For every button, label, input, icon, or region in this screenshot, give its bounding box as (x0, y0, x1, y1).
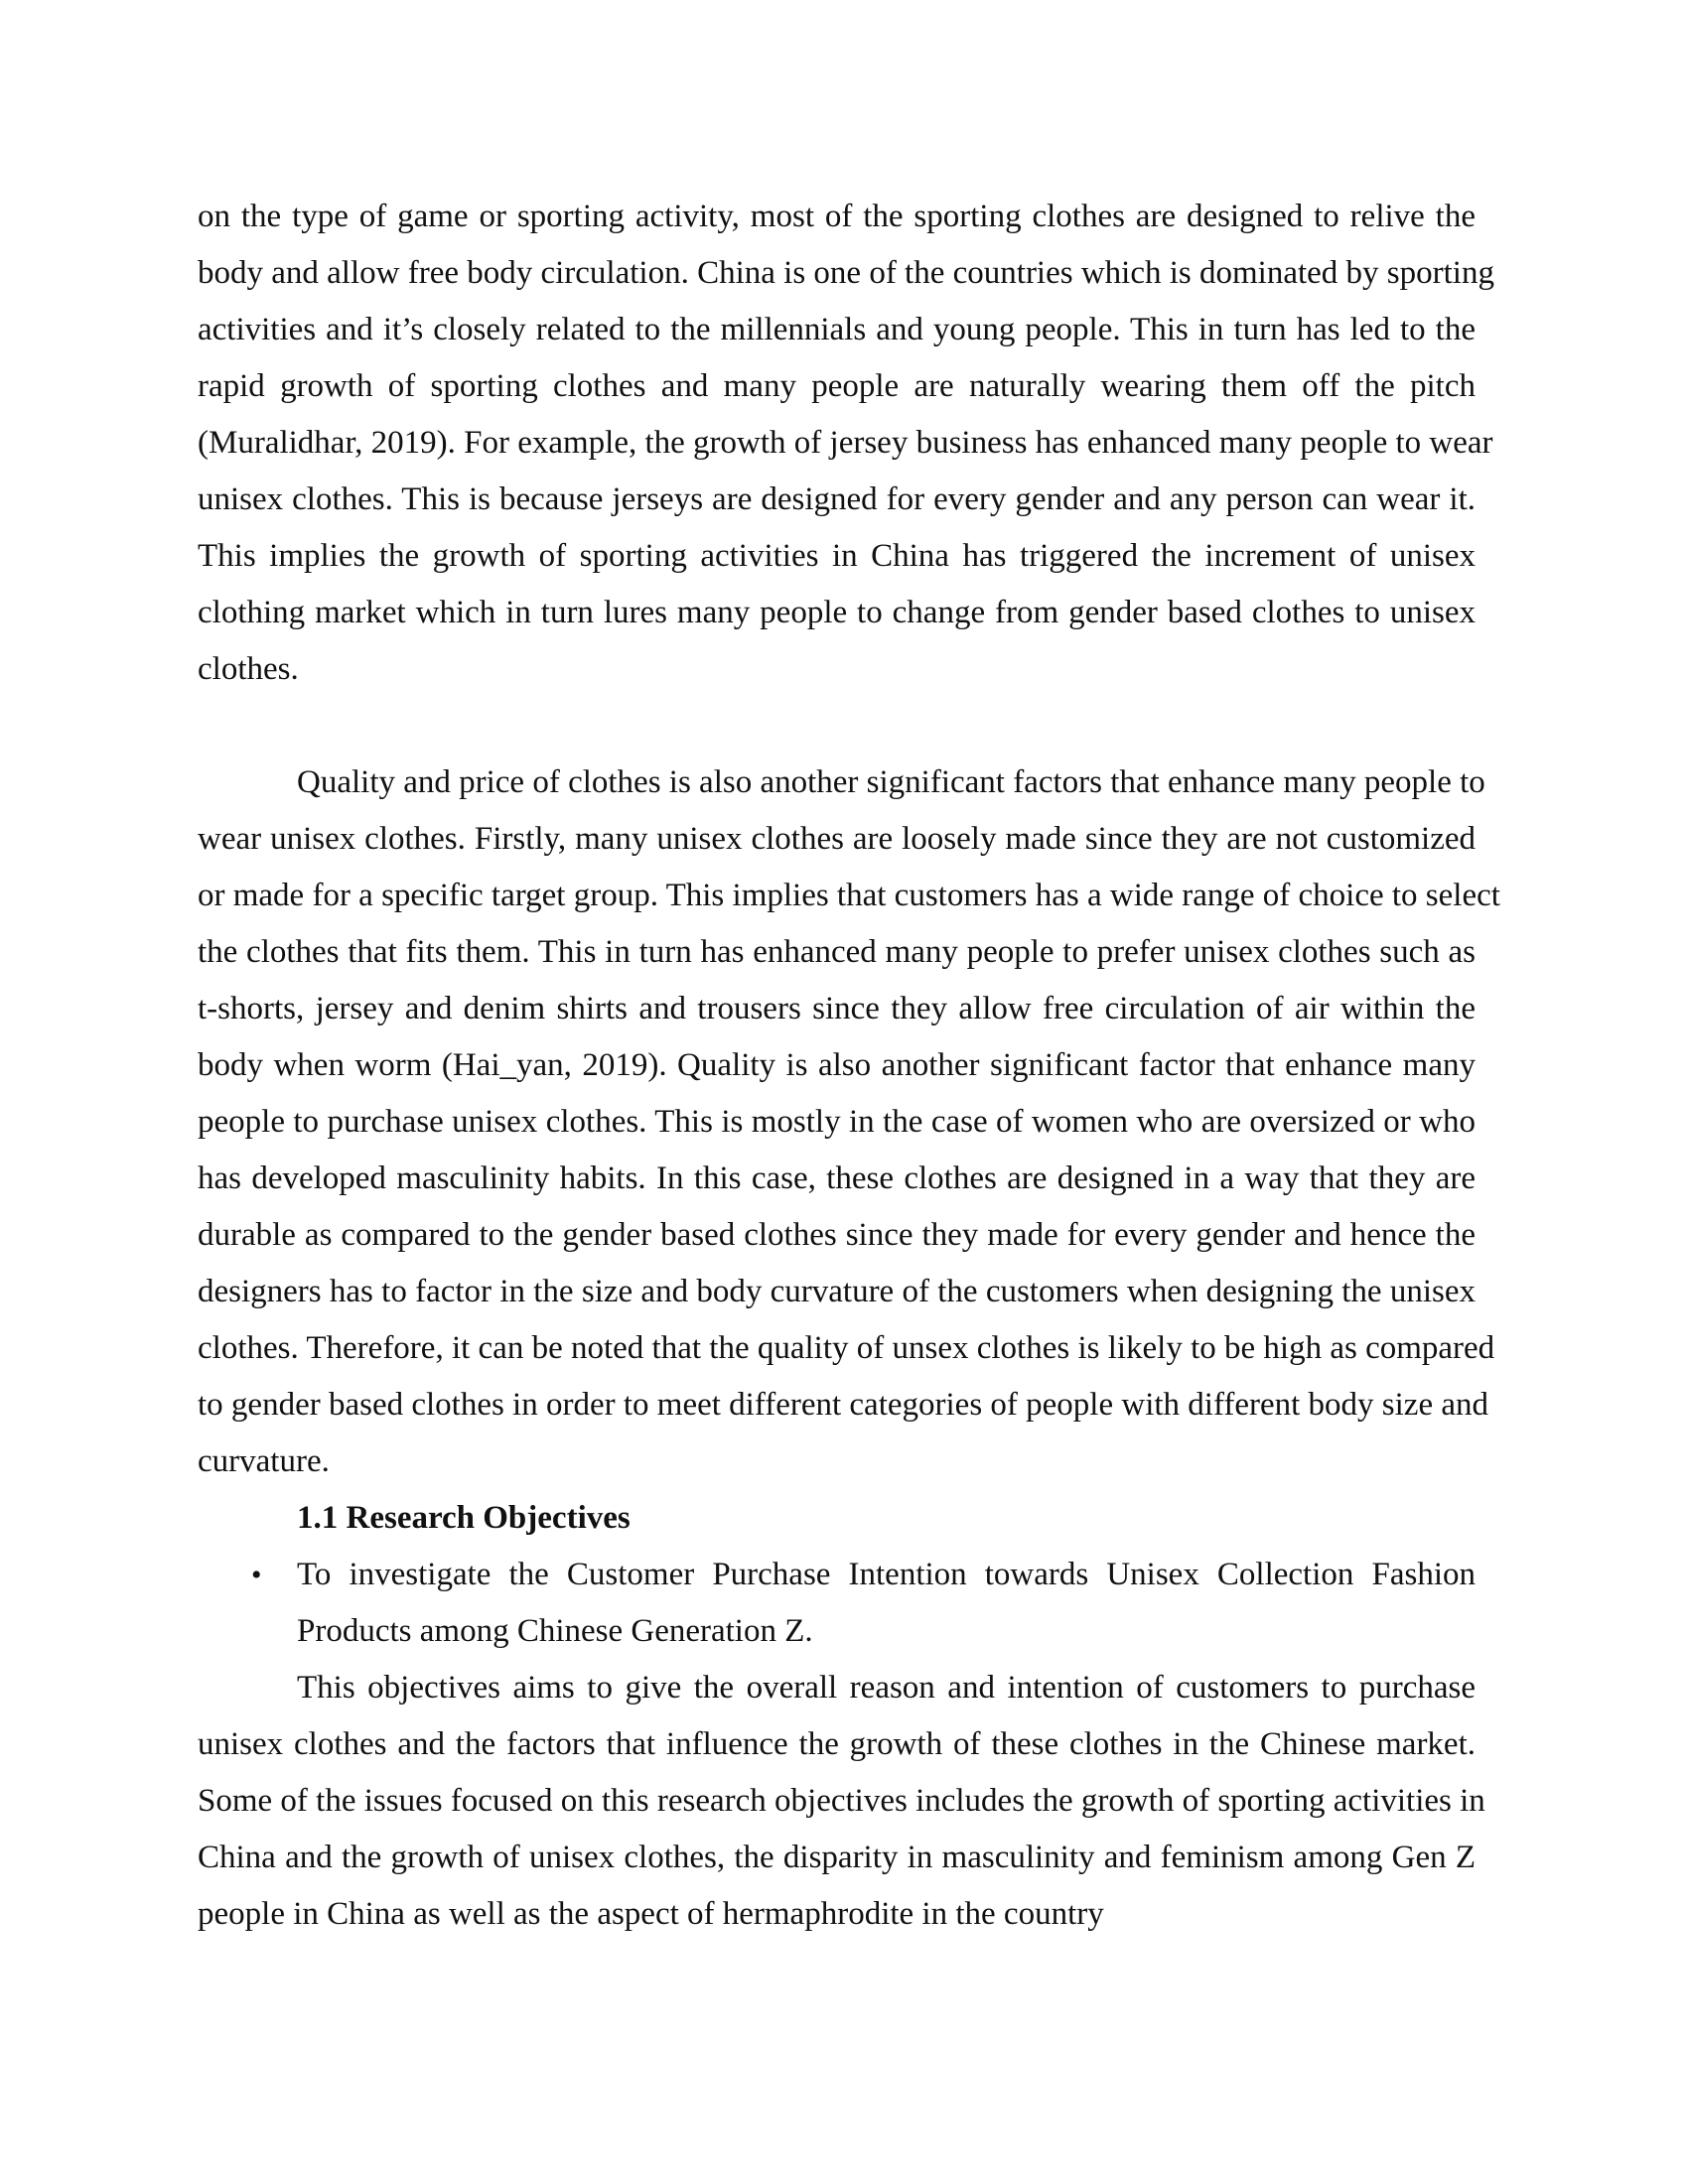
paragraph-sporting-activities (198, 189, 1494, 698)
text-line: This objectives aims to give the overall reason and intention of customers to purchase (297, 1670, 1476, 1706)
text-line: To investigate the Customer Purchase Intention towards Unisex Collection Fashion (297, 1557, 1476, 1592)
text-line: clothes. (198, 651, 299, 687)
text-line: activities and it’s closely related to the millennials and young people. This in turn has led to the (198, 312, 1476, 347)
text-line: or made for a specific target group. This implies that customers has a wide range of choice to select (198, 878, 1500, 913)
section-heading: 1.1 Research Objectives (297, 1500, 631, 1536)
text-line: t-shorts, jersey and denim shirts and trousers since they allow free circulation of air within the (198, 991, 1476, 1026)
text-line: wear unisex clothes. Firstly, many unisex clothes are loosely made since they are not customized (198, 821, 1476, 857)
text-line: This implies the growth of sporting activities in China has triggered the increment of unisex (198, 538, 1476, 574)
text-line: on the type of game or sporting activity, most of the sporting clothes are designed to relive the (198, 199, 1476, 234)
text-line: Some of the issues focused on this research objectives includes the growth of sporting activities in (198, 1783, 1485, 1819)
text-line: to gender based clothes in order to meet different categories of people with different body size and (198, 1387, 1488, 1423)
document-page (198, 189, 1500, 1943)
text-line: (Muralidhar, 2019). For example, the growth of jersey business has enhanced many people to wear (198, 425, 1493, 461)
paragraph-quality-price (198, 754, 1500, 1490)
text-line: unisex clothes and the factors that influence the growth of these clothes in the Chinese market. (198, 1726, 1476, 1762)
text-line: body when worm (Hai_yan, 2019). Quality is also another significant factor that enhance many (198, 1047, 1476, 1083)
paragraph-spacer (198, 698, 1476, 754)
text-line: unisex clothes. This is because jerseys are designed for every gender and any person can wear it. (198, 481, 1476, 517)
text-line: curvature. (198, 1443, 330, 1479)
text-line: people in China as well as the aspect of hermaphrodite in the country (198, 1896, 1104, 1932)
text-line: durable as compared to the gender based clothes since they made for every gender and hence the (198, 1217, 1476, 1253)
text-line: clothes. Therefore, it can be noted that the quality of unsex clothes is likely to be high as compared (198, 1330, 1495, 1366)
text-line: has developed masculinity habits. In this case, these clothes are designed in a way that they are (198, 1160, 1476, 1196)
bullet-item (198, 1547, 1476, 1660)
text-line: Products among Chinese Generation Z. (297, 1613, 813, 1649)
paragraph-objectives (198, 1660, 1485, 1943)
text-line: China and the growth of unisex clothes, the disparity in masculinity and feminism among Gen Z (198, 1840, 1476, 1875)
text-line: clothing market which in turn lures many people to change from gender based clothes to unisex (198, 595, 1476, 630)
text-line: people to purchase unisex clothes. This is mostly in the case of women who are oversized or who (198, 1104, 1476, 1140)
text-line: rapid growth of sporting clothes and many people are naturally wearing them off the pitch (198, 368, 1476, 404)
text-line: Quality and price of clothes is also another significant factors that enhance many people to (297, 764, 1485, 800)
bullet-icon: • (251, 1559, 262, 1591)
text-line: body and allow free body circulation. China is one of the countries which is dominated by sporting (198, 255, 1494, 291)
text-line: designers has to factor in the size and body curvature of the customers when designing the unisex (198, 1274, 1476, 1309)
text-line: the clothes that fits them. This in turn has enhanced many people to prefer unisex clothes such as (198, 934, 1476, 970)
